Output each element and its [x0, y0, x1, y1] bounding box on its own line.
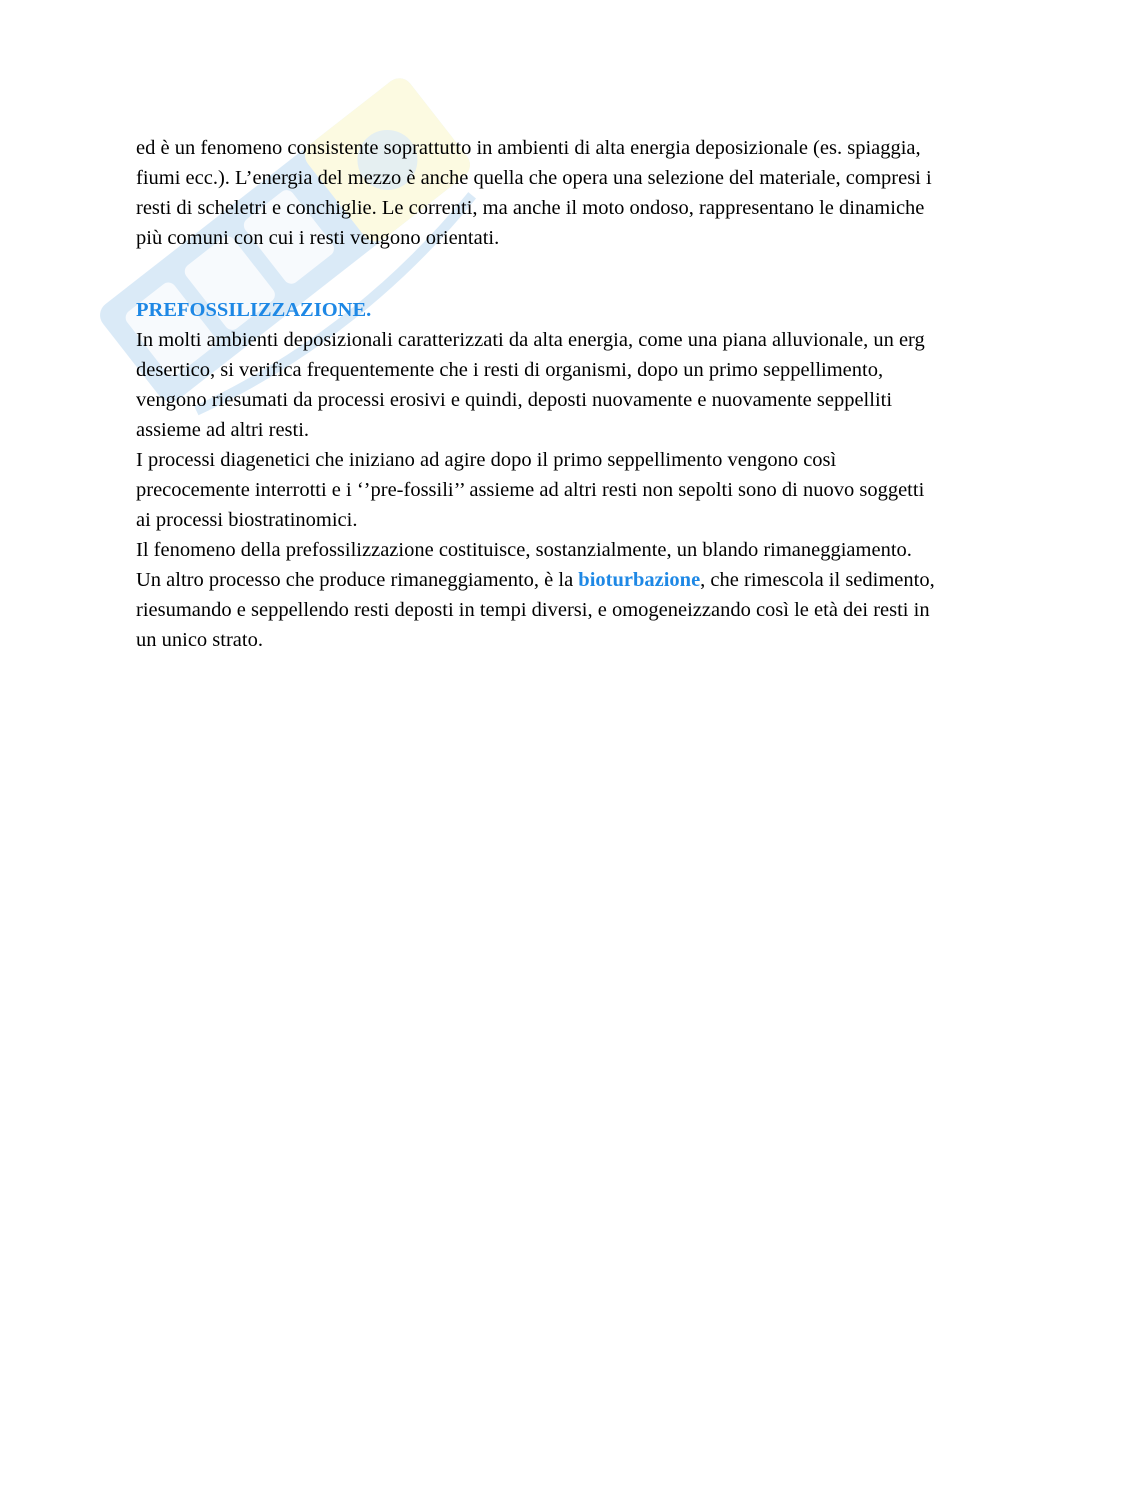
text-line: assieme ad altri resti.	[136, 419, 310, 441]
paragraph-ambienti	[136, 325, 1016, 445]
section-prefossilizzazione	[136, 295, 1016, 655]
section-heading: PREFOSSILIZZAZIONE.	[136, 299, 372, 321]
text-line: desertico, si verifica frequentemente che i resti di organismi, dopo un primo seppellimento,	[136, 359, 884, 381]
paragraph-bioturbazione	[136, 565, 1016, 655]
paragraph-rimaneggiamento	[136, 535, 1016, 565]
text-fragment: Un altro processo che produce rimaneggiamento, è la	[136, 569, 579, 591]
paragraph-gap	[136, 253, 1016, 295]
paragraph-processi-diagenetici	[136, 445, 1016, 535]
text-line: fiumi ecc.). L’energia del mezzo è anche quella che opera una selezione del materiale, compresi i	[136, 167, 932, 189]
paragraph-orientation	[136, 133, 1016, 253]
bioturbazione-term: bioturbazione	[578, 569, 701, 591]
text-line: più comuni con cui i resti vengono orientati.	[136, 227, 500, 249]
text-line: un unico strato.	[136, 629, 263, 651]
text-line: In molti ambienti deposizionali caratterizzati da alta energia, come una piana alluvionale, un erg	[136, 329, 925, 351]
text-line: Il fenomeno della prefossilizzazione costituisce, sostanzialmente, un blando rimaneggiamento.	[136, 539, 912, 561]
text-fragment: , che rimescola il sedimento,	[700, 569, 935, 591]
text-line: ai processi biostratinomici.	[136, 509, 358, 531]
text-line	[136, 565, 1016, 595]
document-body	[136, 133, 1016, 655]
text-line: ed è un fenomeno consistente soprattutto in ambienti di alta energia deposizionale (es. spiaggia,	[136, 137, 921, 159]
text-line: riesumando e seppellendo resti deposti in tempi diversi, e omogeneizzando così le età dei resti in	[136, 599, 930, 621]
text-line: resti di scheletri e conchiglie. Le correnti, ma anche il moto ondoso, rappresentano le dinamiche	[136, 197, 925, 219]
text-line: I processi diagenetici che iniziano ad agire dopo il primo seppellimento vengono così	[136, 449, 837, 471]
text-line: vengono riesumati da processi erosivi e quindi, deposti nuovamente e nuovamente seppelliti	[136, 389, 893, 411]
text-line: precocemente interrotti e i ‘’pre-fossili’’ assieme ad altri resti non sepolti sono di nuovo soggetti	[136, 479, 925, 501]
